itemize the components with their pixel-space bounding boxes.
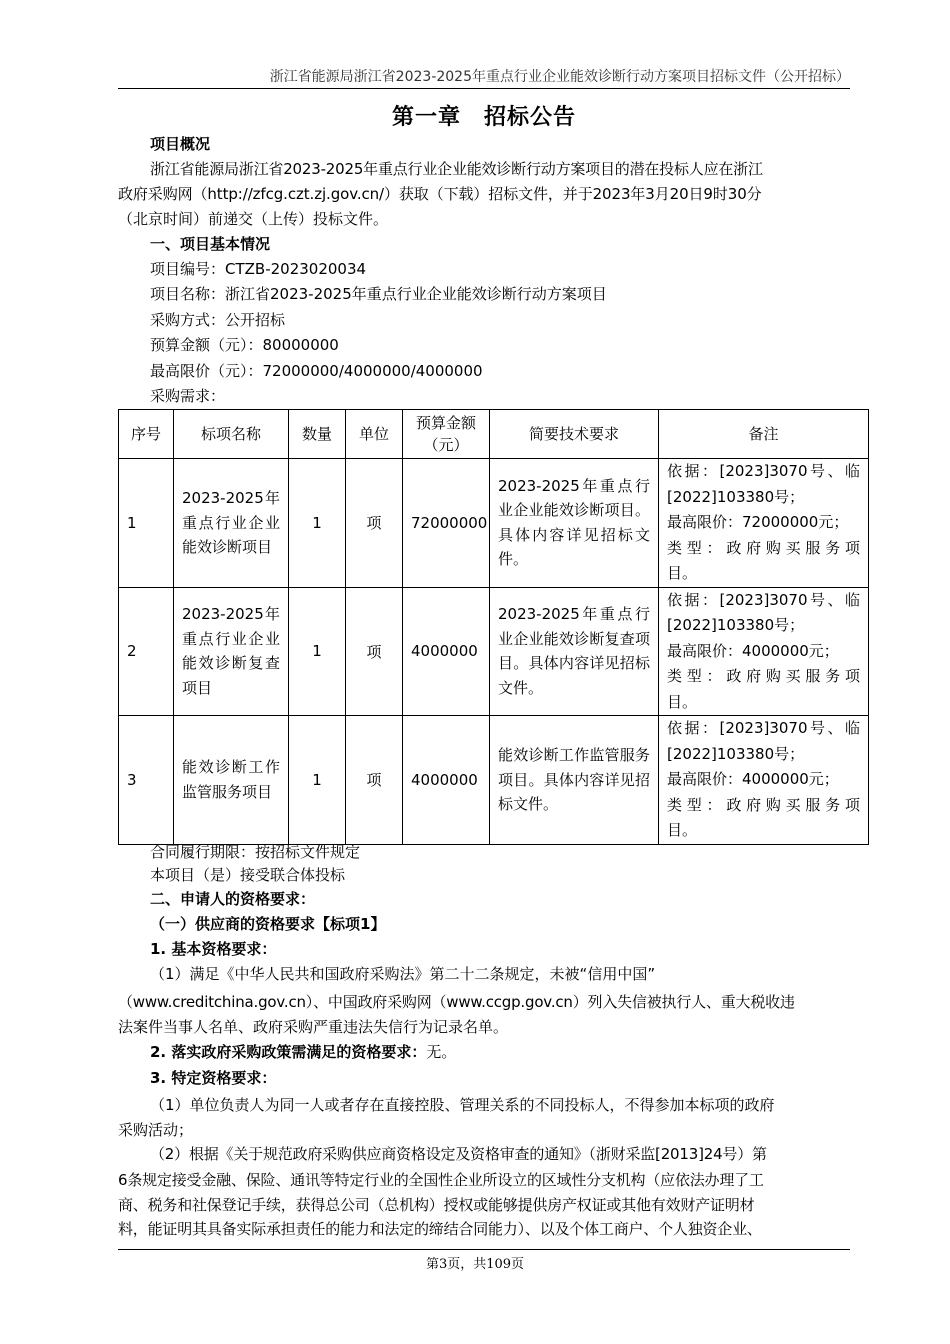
cell-seq: 1 [119,459,174,588]
cell-tech: 2023-2025年重点行业企业能效诊断项目。具体内容详见招标文件。 [490,459,659,588]
col-header-budget: 预算金额（元） [403,410,490,459]
overview-line-2: 政府采购网（http://zfcg.czt.zj.gov.cn/）获取（下载）招标文件，并于2023年3月20日9时30分 [118,185,762,203]
cell-tech: 2023-2025年重点行业企业能效诊断复查项目。具体内容详见招标文件。 [490,587,659,716]
col-header-note: 备注 [659,410,869,459]
cell-name: 2023-2025年重点行业企业能效诊断复查项目 [174,587,289,716]
cell-seq: 2 [119,587,174,716]
note-line: 目。 [667,564,698,582]
cell-note [659,587,869,716]
note-line: 依据：[2023]3070号、临 [667,719,860,737]
basic-qualification-heading: 1. 基本资格要求： [150,940,277,958]
running-header: 浙江省能源局浙江省2023-2025年重点行业企业能效诊断行动方案项目招标文件（公开招标） [269,69,850,85]
table-row [119,716,869,845]
qualification-heading: 二、申请人的资格要求： [150,890,316,908]
col-header-qty: 数量 [289,410,346,459]
cell-budget: 4000000 [403,587,490,716]
budget-amount: 预算金额（元）：80000000 [150,336,339,354]
procurement-table [118,409,869,845]
procurement-demand-label: 采购需求： [150,387,226,405]
policy-qualification [150,1042,456,1062]
policy-qualification-value: 无。 [426,1043,457,1061]
note-line: 最高限价：72000000元； [667,513,849,531]
project-number: 项目编号：CTZB-2023020034 [150,260,367,278]
overview-line-3: （北京时间）前递交（上传）投标文件。 [118,210,389,228]
header-rule [118,88,850,89]
note-line: 依据：[2023]3070号、临 [667,590,860,609]
overview-heading: 项目概况 [150,135,211,153]
cell-name: 2023-2025年重点行业企业能效诊断项目 [174,459,289,588]
chapter-title: 第一章 招标公告 [391,105,576,130]
overview-line-1: 浙江省能源局浙江省2023-2025年重点行业企业能效诊断行动方案项目的潜在投标人应在浙江 [150,160,763,178]
cell-name: 能效诊断工作监管服务项目 [174,716,289,845]
note-line: 最高限价：4000000元； [667,641,839,660]
note-line: 类型：政府购买服务项 [667,795,860,814]
policy-qualification-heading: 2. 落实政府采购政策需满足的资格要求： [150,1043,427,1061]
supplier-qualification-subheading: （一）供应商的资格要求【标项1】 [150,915,386,933]
page-number: 第3页，共109页 [425,1257,525,1272]
consortium-note: 本项目（是）接受联合体投标 [150,866,346,884]
footer-rule [118,1249,850,1250]
max-price: 最高限价（元）：72000000/4000000/4000000 [150,362,483,380]
basic-qualification-line-1: （1）满足《中华人民共和国政府采购法》第二十二条规定，未被“信用中国” [150,965,656,983]
cell-note [659,716,869,845]
note-line: 依据：[2023]3070号、临 [667,462,860,480]
col-header-name: 标项名称 [174,410,289,459]
special-qualification-2-line-1: （2）根据《关于规范政府采购供应商资格设定及资格审查的通知》（浙财采监[2013]24号）第 [150,1145,767,1163]
note-line: [2022]103380号； [667,744,805,763]
table-header-row [119,410,869,459]
note-line: 目。 [667,821,698,839]
special-qualification-1-line-2: 采购活动； [118,1121,194,1139]
special-qualification-2-line-2: 6条规定接受金融、保险、通讯等特定行业的全国性企业所设立的区域性分支机构（应依法办理了工 [118,1171,764,1189]
contract-period: 合同履行期限：按招标文件规定 [150,843,361,861]
cell-budget: 4000000 [403,716,490,845]
cell-tech: 能效诊断工作监管服务项目。具体内容详见招标文件。 [490,716,659,845]
cell-unit: 项 [346,587,403,716]
table-row [119,587,869,716]
basic-qualification-line-3: 法案件当事人名单、政府采购严重违法失信行为记录名单。 [118,1018,509,1036]
special-qualification-2-line-3: 商、税务和社保登记手续，获得总公司（总机构）授权或能够提供房产权证或其他有效财产证明材 [118,1196,755,1214]
cell-qty: 1 [289,587,346,716]
table-row [119,459,869,588]
special-qualification-1-line-1: （1）单位负责人为同一人或者存在直接控股、管理关系的不同投标人，不得参加本标项的政府 [150,1096,775,1114]
col-header-unit: 单位 [346,410,403,459]
note-line: [2022]103380号； [667,487,805,506]
special-qualification-heading: 3. 特定资格要求： [150,1069,277,1087]
note-line: 最高限价：4000000元； [667,770,839,788]
cell-unit: 项 [346,716,403,845]
cell-seq: 3 [119,716,174,845]
special-qualification-2-line-4: 料，能证明其具备实际承担责任的能力和法定的缔结合同能力）、以及个体工商户、个人独资企业、 [118,1220,762,1238]
note-line: 目。 [667,692,698,711]
basic-info-heading: 一、项目基本情况 [150,235,271,253]
col-header-tech: 简要技术要求 [490,410,659,459]
basic-qualification-line-2: （www.creditchina.gov.cn）、中国政府采购网（www.ccgp.gov.cn）列入失信被执行人、重大税收违 [118,993,795,1011]
col-header-seq: 序号 [119,410,174,459]
cell-budget: 72000000 [403,459,490,588]
note-line: 类型：政府购买服务项 [667,538,860,557]
cell-unit: 项 [346,459,403,588]
cell-note [659,459,869,588]
cell-qty: 1 [289,716,346,845]
procurement-method: 采购方式：公开招标 [150,311,286,329]
project-name: 项目名称：浙江省2023-2025年重点行业企业能效诊断行动方案项目 [150,285,607,303]
note-line: [2022]103380号； [667,616,805,634]
note-line: 类型：政府购买服务项 [667,667,860,685]
cell-qty: 1 [289,459,346,588]
